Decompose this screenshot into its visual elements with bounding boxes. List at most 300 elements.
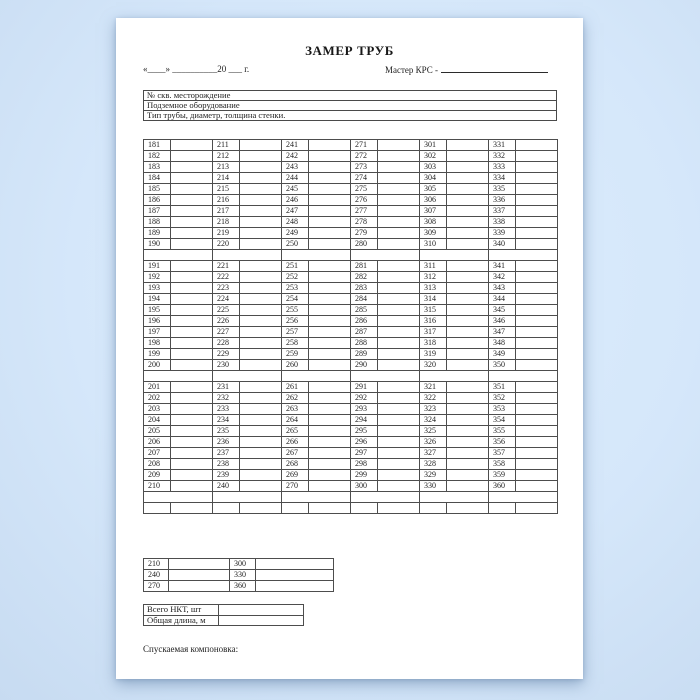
measure-number-cell: 287	[351, 327, 378, 338]
measure-number-cell: 336	[489, 195, 516, 206]
measure-number-cell: 236	[213, 437, 240, 448]
measure-number-cell: 256	[282, 316, 309, 327]
measure-number-cell: 184	[144, 173, 171, 184]
measure-number-cell: 317	[420, 327, 447, 338]
measure-value-cell	[447, 184, 489, 195]
measure-number-cell: 297	[351, 448, 378, 459]
measure-number-cell: 220	[213, 239, 240, 250]
measure-row	[144, 195, 558, 206]
measure-value-cell	[378, 470, 420, 481]
measure-number-cell: 218	[213, 217, 240, 228]
measure-value-cell	[171, 327, 213, 338]
measure-number-cell: 227	[213, 327, 240, 338]
measure-number-cell: 221	[213, 261, 240, 272]
measure-number-cell: 309	[420, 228, 447, 239]
measure-number-cell: 319	[420, 349, 447, 360]
measure-row	[144, 305, 558, 316]
measure-row	[144, 162, 558, 173]
measure-number-cell: 214	[213, 173, 240, 184]
measure-number-cell: 342	[489, 272, 516, 283]
measure-number-cell: 276	[351, 195, 378, 206]
separator-cell	[420, 492, 489, 503]
measure-value-cell	[516, 448, 558, 459]
measure-value-cell	[378, 316, 420, 327]
separator-cell	[489, 371, 558, 382]
measure-value-cell	[309, 338, 351, 349]
measure-value-cell	[447, 360, 489, 371]
measure-value-cell	[309, 393, 351, 404]
info-table	[143, 90, 557, 121]
measure-number-cell: 245	[282, 184, 309, 195]
measure-number-cell: 223	[213, 283, 240, 294]
measure-number-cell: 261	[282, 382, 309, 393]
measure-value-cell	[378, 349, 420, 360]
measure-number-cell: 274	[351, 173, 378, 184]
measure-value-cell	[171, 173, 213, 184]
measure-value-cell	[447, 327, 489, 338]
measure-number-cell: 277	[351, 206, 378, 217]
measure-value-cell	[240, 140, 282, 151]
measure-number-cell: 208	[144, 459, 171, 470]
measure-number-cell: 243	[282, 162, 309, 173]
measure-number-cell: 262	[282, 393, 309, 404]
measure-number-cell: 320	[420, 360, 447, 371]
measure-value-cell	[516, 481, 558, 492]
measure-number-cell: 285	[351, 305, 378, 316]
measure-number-cell: 248	[282, 217, 309, 228]
measure-value-cell	[240, 283, 282, 294]
measure-number-cell: 322	[420, 393, 447, 404]
measure-row	[144, 151, 558, 162]
measure-number-cell: 280	[351, 239, 378, 250]
measure-number-cell: 199	[144, 349, 171, 360]
measure-value-cell	[516, 283, 558, 294]
measure-number-cell: 302	[420, 151, 447, 162]
measure-value-cell	[516, 294, 558, 305]
measure-number-cell: 190	[144, 239, 171, 250]
measure-value-cell	[240, 481, 282, 492]
separator-cell	[144, 250, 213, 261]
measure-value-cell	[309, 470, 351, 481]
measure-row	[144, 239, 558, 250]
summary-number-cell: 330	[230, 570, 256, 581]
measure-value-cell	[447, 140, 489, 151]
measure-number-cell: 232	[213, 393, 240, 404]
separator-cell	[144, 492, 213, 503]
measure-number-cell: 300	[351, 481, 378, 492]
block-separator-row	[144, 250, 558, 261]
measure-number-cell: 238	[213, 459, 240, 470]
separator-cell	[489, 492, 558, 503]
measure-number-cell: 348	[489, 338, 516, 349]
measure-number-cell: 358	[489, 459, 516, 470]
measure-number-cell: 217	[213, 206, 240, 217]
measure-number-cell: 352	[489, 393, 516, 404]
measure-number-cell: 294	[351, 415, 378, 426]
measure-row	[144, 437, 558, 448]
measure-number-cell: 191	[144, 261, 171, 272]
measure-value-cell	[516, 426, 558, 437]
measure-value-cell	[309, 217, 351, 228]
measure-value-cell	[378, 272, 420, 283]
measure-number-cell: 356	[489, 437, 516, 448]
form-page	[116, 18, 583, 679]
measure-value-cell	[516, 316, 558, 327]
measure-number-cell: 293	[351, 404, 378, 415]
measure-value-cell	[309, 195, 351, 206]
measure-value-cell	[240, 195, 282, 206]
measure-value-cell	[378, 338, 420, 349]
measure-value-cell	[240, 316, 282, 327]
measure-row	[144, 426, 558, 437]
trailing-blank-cell	[378, 503, 420, 514]
measure-value-cell	[171, 393, 213, 404]
measure-value-cell	[171, 415, 213, 426]
master-krs-field	[385, 64, 548, 75]
measure-row	[144, 140, 558, 151]
measure-number-cell: 210	[144, 481, 171, 492]
measure-value-cell	[447, 239, 489, 250]
measure-value-cell	[516, 217, 558, 228]
measure-number-cell: 308	[420, 217, 447, 228]
measure-number-cell: 213	[213, 162, 240, 173]
measure-row	[144, 184, 558, 195]
measure-value-cell	[516, 382, 558, 393]
measure-number-cell: 251	[282, 261, 309, 272]
measure-number-cell: 315	[420, 305, 447, 316]
measure-value-cell	[447, 294, 489, 305]
measure-value-cell	[171, 151, 213, 162]
measure-number-cell: 299	[351, 470, 378, 481]
measure-number-cell: 339	[489, 228, 516, 239]
measure-value-cell	[240, 228, 282, 239]
trailing-blank-cell	[213, 503, 240, 514]
measure-value-cell	[378, 162, 420, 173]
measure-value-cell	[378, 404, 420, 415]
measure-number-cell: 272	[351, 151, 378, 162]
measure-number-cell: 222	[213, 272, 240, 283]
measure-number-cell: 350	[489, 360, 516, 371]
measure-row	[144, 327, 558, 338]
measure-value-cell	[447, 316, 489, 327]
measure-value-cell	[447, 338, 489, 349]
measure-number-cell: 303	[420, 162, 447, 173]
measure-number-cell: 242	[282, 151, 309, 162]
measure-value-cell	[240, 426, 282, 437]
measure-number-cell: 341	[489, 261, 516, 272]
measure-value-cell	[240, 217, 282, 228]
measure-value-cell	[309, 349, 351, 360]
measure-number-cell: 244	[282, 173, 309, 184]
measure-value-cell	[309, 448, 351, 459]
measure-number-cell: 211	[213, 140, 240, 151]
summary-row	[144, 570, 334, 581]
measure-value-cell	[171, 305, 213, 316]
measure-number-cell: 258	[282, 338, 309, 349]
measure-value-cell	[447, 459, 489, 470]
summary-value-cell	[169, 581, 230, 592]
measure-value-cell	[447, 404, 489, 415]
measure-number-cell: 305	[420, 184, 447, 195]
summary-number-cell: 240	[144, 570, 169, 581]
measure-number-cell: 354	[489, 415, 516, 426]
measure-row	[144, 261, 558, 272]
measure-number-cell: 330	[420, 481, 447, 492]
measure-number-cell: 353	[489, 404, 516, 415]
measure-row	[144, 393, 558, 404]
summary-number-cell: 300	[230, 559, 256, 570]
measure-value-cell	[516, 195, 558, 206]
measure-value-cell	[171, 272, 213, 283]
totals-row	[144, 615, 304, 626]
trailing-blank-cell	[282, 503, 309, 514]
info-row	[144, 91, 557, 101]
trailing-blank-cell	[144, 503, 171, 514]
measure-value-cell	[171, 404, 213, 415]
measure-number-cell: 279	[351, 228, 378, 239]
measure-number-cell: 204	[144, 415, 171, 426]
measure-value-cell	[309, 459, 351, 470]
measure-value-cell	[171, 228, 213, 239]
info-cell-well-field: № скв. месторождение	[144, 91, 557, 101]
separator-cell	[282, 492, 351, 503]
separator-cell	[489, 250, 558, 261]
summary-value-cell	[256, 559, 334, 570]
measure-value-cell	[309, 437, 351, 448]
info-row	[144, 111, 557, 121]
measure-row	[144, 349, 558, 360]
separator-cell	[351, 492, 420, 503]
measure-number-cell: 234	[213, 415, 240, 426]
measure-value-cell	[171, 338, 213, 349]
measure-number-cell: 206	[144, 437, 171, 448]
measure-value-cell	[240, 393, 282, 404]
measure-number-cell: 225	[213, 305, 240, 316]
measure-number-cell: 233	[213, 404, 240, 415]
measure-value-cell	[516, 151, 558, 162]
measure-value-cell	[447, 481, 489, 492]
summary-number-cell: 360	[230, 581, 256, 592]
measure-number-cell: 257	[282, 327, 309, 338]
measure-value-cell	[309, 294, 351, 305]
measure-number-cell: 337	[489, 206, 516, 217]
summary-value-cell	[256, 570, 334, 581]
trailing-blank-row	[144, 503, 558, 514]
measure-value-cell	[309, 261, 351, 272]
measure-value-cell	[309, 206, 351, 217]
measure-number-cell: 314	[420, 294, 447, 305]
measure-value-cell	[378, 360, 420, 371]
measure-value-cell	[171, 426, 213, 437]
measure-value-cell	[309, 173, 351, 184]
measure-number-cell: 183	[144, 162, 171, 173]
measure-number-cell: 351	[489, 382, 516, 393]
measure-value-cell	[240, 470, 282, 481]
measure-value-cell	[171, 360, 213, 371]
measure-row	[144, 338, 558, 349]
measure-value-cell	[378, 283, 420, 294]
measure-row	[144, 404, 558, 415]
measure-value-cell	[240, 382, 282, 393]
measure-value-cell	[240, 272, 282, 283]
master-krs-label: Мастер КРС -	[385, 65, 439, 75]
measure-value-cell	[447, 206, 489, 217]
measure-value-cell	[171, 382, 213, 393]
measure-value-cell	[516, 327, 558, 338]
separator-cell	[420, 250, 489, 261]
measure-row	[144, 294, 558, 305]
measure-number-cell: 198	[144, 338, 171, 349]
measure-number-cell: 194	[144, 294, 171, 305]
measure-value-cell	[309, 316, 351, 327]
measure-number-cell: 250	[282, 239, 309, 250]
measure-number-cell: 334	[489, 173, 516, 184]
measure-number-cell: 229	[213, 349, 240, 360]
measure-row	[144, 448, 558, 459]
master-blank-line	[441, 64, 548, 73]
measure-number-cell: 273	[351, 162, 378, 173]
separator-cell	[351, 250, 420, 261]
measure-row	[144, 382, 558, 393]
measure-number-cell: 284	[351, 294, 378, 305]
measure-number-cell: 266	[282, 437, 309, 448]
measure-number-cell: 332	[489, 151, 516, 162]
measure-number-cell: 219	[213, 228, 240, 239]
measure-number-cell: 264	[282, 415, 309, 426]
measure-value-cell	[378, 459, 420, 470]
measure-value-cell	[447, 415, 489, 426]
measure-value-cell	[447, 437, 489, 448]
measure-number-cell: 202	[144, 393, 171, 404]
separator-cell	[213, 250, 282, 261]
measure-value-cell	[171, 195, 213, 206]
measure-value-cell	[240, 404, 282, 415]
measure-value-cell	[516, 393, 558, 404]
summary-value-cell	[256, 581, 334, 592]
measure-number-cell: 296	[351, 437, 378, 448]
measure-number-cell: 263	[282, 404, 309, 415]
measure-value-cell	[447, 382, 489, 393]
measure-number-cell: 292	[351, 393, 378, 404]
measure-value-cell	[240, 261, 282, 272]
measure-number-cell: 304	[420, 173, 447, 184]
measure-value-cell	[309, 140, 351, 151]
measure-number-cell: 254	[282, 294, 309, 305]
measure-number-cell: 338	[489, 217, 516, 228]
measure-number-cell: 323	[420, 404, 447, 415]
measure-value-cell	[516, 459, 558, 470]
measure-number-cell: 286	[351, 316, 378, 327]
measure-value-cell	[378, 140, 420, 151]
trailing-blank-cell	[420, 503, 447, 514]
measure-value-cell	[378, 184, 420, 195]
total-nkt-label: Всего НКТ, шт	[144, 605, 219, 616]
measure-row	[144, 360, 558, 371]
measure-value-cell	[240, 360, 282, 371]
measure-number-cell: 335	[489, 184, 516, 195]
summary-row	[144, 559, 334, 570]
measure-value-cell	[240, 162, 282, 173]
measure-number-cell: 230	[213, 360, 240, 371]
measure-value-cell	[447, 151, 489, 162]
measure-value-cell	[447, 349, 489, 360]
measure-number-cell: 331	[489, 140, 516, 151]
measure-number-cell: 212	[213, 151, 240, 162]
measure-value-cell	[447, 283, 489, 294]
measure-value-cell	[240, 173, 282, 184]
measure-value-cell	[378, 327, 420, 338]
measure-value-cell	[447, 162, 489, 173]
measure-row	[144, 272, 558, 283]
measure-number-cell: 247	[282, 206, 309, 217]
separator-cell	[213, 492, 282, 503]
measure-number-cell: 310	[420, 239, 447, 250]
measure-value-cell	[447, 448, 489, 459]
measure-value-cell	[171, 437, 213, 448]
measure-value-cell	[516, 415, 558, 426]
measure-number-cell: 345	[489, 305, 516, 316]
measure-number-cell: 326	[420, 437, 447, 448]
measure-number-cell: 327	[420, 448, 447, 459]
measure-value-cell	[309, 481, 351, 492]
measure-value-cell	[516, 261, 558, 272]
measure-value-cell	[171, 349, 213, 360]
measure-value-cell	[378, 415, 420, 426]
measure-number-cell: 283	[351, 283, 378, 294]
measure-number-cell: 357	[489, 448, 516, 459]
measure-value-cell	[240, 184, 282, 195]
measure-value-cell	[171, 294, 213, 305]
measure-value-cell	[447, 305, 489, 316]
measure-value-cell	[378, 195, 420, 206]
measure-value-cell	[309, 415, 351, 426]
block-separator-row	[144, 371, 558, 382]
measure-value-cell	[447, 173, 489, 184]
measure-number-cell: 182	[144, 151, 171, 162]
measure-number-cell: 240	[213, 481, 240, 492]
trailing-blank-cell	[516, 503, 558, 514]
measure-number-cell: 260	[282, 360, 309, 371]
measure-value-cell	[516, 272, 558, 283]
measure-value-cell	[447, 393, 489, 404]
measure-number-cell: 316	[420, 316, 447, 327]
measure-number-cell: 328	[420, 459, 447, 470]
measure-number-cell: 329	[420, 470, 447, 481]
measure-value-cell	[516, 470, 558, 481]
measure-value-cell	[516, 228, 558, 239]
measure-value-cell	[309, 151, 351, 162]
measure-number-cell: 203	[144, 404, 171, 415]
measure-number-cell: 306	[420, 195, 447, 206]
measure-value-cell	[516, 338, 558, 349]
measure-number-cell: 196	[144, 316, 171, 327]
measure-row	[144, 173, 558, 184]
measure-value-cell	[378, 448, 420, 459]
separator-cell	[213, 371, 282, 382]
measure-number-cell: 344	[489, 294, 516, 305]
total-length-value-cell	[219, 615, 304, 626]
measure-value-cell	[516, 162, 558, 173]
measure-number-cell: 271	[351, 140, 378, 151]
measure-value-cell	[309, 305, 351, 316]
trailing-blank-cell	[309, 503, 351, 514]
measure-number-cell: 228	[213, 338, 240, 349]
measure-number-cell: 291	[351, 382, 378, 393]
separator-cell	[420, 371, 489, 382]
measure-row	[144, 206, 558, 217]
measure-number-cell: 255	[282, 305, 309, 316]
measure-number-cell: 253	[282, 283, 309, 294]
